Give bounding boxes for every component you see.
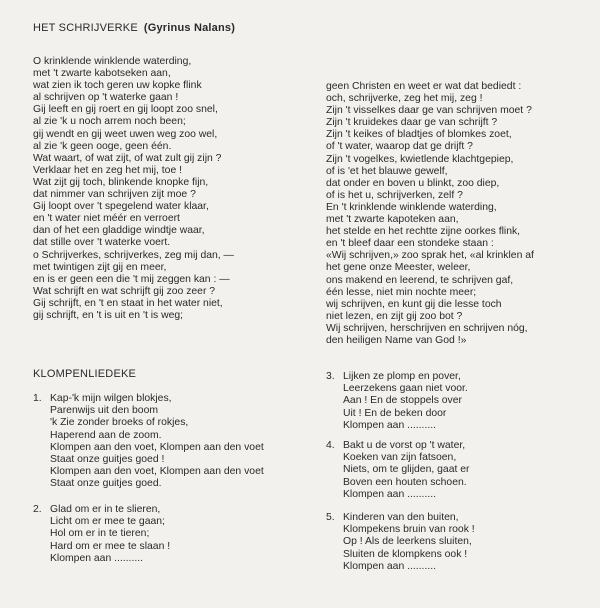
poem-title-main: HET SCHRIJVERKE <box>33 22 138 34</box>
poem-line: dat stille over 't waterke voert. <box>33 237 171 249</box>
stanza-line: Koeken van zijn fatsoen, <box>343 452 457 464</box>
stanza-lines <box>50 504 170 565</box>
stanza-line: Leerzekens gaan niet voor. <box>343 383 468 395</box>
poem-line: ons makend en leerend, te schrijven gaf, <box>326 274 514 286</box>
stanza-line: Klompen aan .......... <box>50 552 143 564</box>
stanza-line: Licht om er mee te gaan; <box>50 516 165 528</box>
stanza-lines <box>343 371 468 432</box>
poem-line: o Schrijverkes, schrijverkes, zeg mij dan, — <box>33 249 234 261</box>
poem-line: één lesse, niet min nochte meer; <box>326 286 477 298</box>
stanza-line: Staat onze guitjes goed. <box>50 478 162 490</box>
stanza-line: Haperend aan de zoom. <box>50 429 162 441</box>
poem-line: Gij schrijft, en 't en staat in het water niet, <box>33 297 223 309</box>
poem-line: met 't zwarte kapoteken aan, <box>326 214 459 226</box>
poem-line: dat nimmer van schrijven zijt moe ? <box>33 189 196 201</box>
stanza-number: 2. <box>33 504 42 515</box>
poem-line: en 't water niet méér en verroert <box>33 213 180 225</box>
stanza-lines <box>343 440 469 501</box>
poem-line: dan of het een gladdige windtje waar, <box>33 225 205 237</box>
stanza-line: Op ! Als de leerkens sluiten, <box>343 536 472 548</box>
poem-line: met twintigen zijt gij en meer, <box>33 261 167 273</box>
stanza-line: Klompen aan .......... <box>343 419 436 431</box>
stanza-line: Klompen aan .......... <box>343 560 436 572</box>
poem-line: den heiligen Name van God !» <box>326 334 467 346</box>
stanza-line: Niets, om te glijden, gaat er <box>343 464 470 476</box>
poem-title <box>33 22 235 34</box>
stanza-lines <box>343 512 475 573</box>
poem-line: of is 'et het blauwe gewelf, <box>326 165 448 177</box>
poem-right-column <box>326 81 591 347</box>
stanza-line: Aan ! En de stoppels over <box>343 395 462 407</box>
stanza-lines <box>50 393 264 491</box>
poem-line: al zie 'k geen ooge, geen één. <box>33 140 172 152</box>
stanza-line: Sluiten de klompkens ook ! <box>343 548 468 560</box>
poem-line: Verklaar het en zeg het mij, toe ! <box>33 164 183 176</box>
poem-line: Wat schrijft en wat schrijft gij zoo zeer ? <box>33 285 216 297</box>
poem-line: gij wendt en gij weet uwen weg zoo wel, <box>33 128 218 140</box>
stanza-line: Boven een houten schoen. <box>343 476 467 488</box>
poem-line: Wat zijt gij toch, blinkende knopke fijn, <box>33 176 209 188</box>
stanza-line: Glad om er in te slieren, <box>50 504 161 515</box>
stanza-line: Klompen aan .......... <box>343 488 436 500</box>
poem-line: en 't bleef daar een stondeke staan : <box>326 238 494 250</box>
stanza-line: Parenwijs uit den boom <box>50 405 159 417</box>
stanza-line: Kap-'k mijn wilgen blokjes, <box>50 393 172 404</box>
stanza-line: Klompekens bruin van rook ! <box>343 524 475 536</box>
stanza-number: 3. <box>326 371 335 382</box>
stanza-line: Hard om er mee te slaan ! <box>50 540 171 552</box>
stanza-line: 'k Zie zonder broeks of rokjes, <box>50 417 189 429</box>
poem-line: geen Christen en weet er wat dat bediedt : <box>326 81 522 92</box>
poem-line: wat zien ik toch geren uw kopke flink <box>33 80 202 92</box>
poem-left-column <box>33 56 298 322</box>
poem-author: (Gyrinus Nalans) <box>143 22 236 34</box>
poem-line: met 't zwarte kabotseken aan, <box>33 68 171 80</box>
poem-line: och, schrijverke, zeg het mij, zeg ! <box>326 93 483 105</box>
poem-line: Zijn 't kruidekes daar ge van schrijft ? <box>326 117 498 129</box>
stanza-line: Lijken ze plomp en pover, <box>343 371 461 382</box>
stanza-line: Kinderen van den buiten, <box>343 512 459 523</box>
stanza-number: 5. <box>326 512 335 523</box>
stanza-line: Hol om er in te tieren; <box>50 528 150 540</box>
poem-line: het gene onze Meester, weleer, <box>326 262 471 274</box>
poem-line: en is er geen een die 't mij zeggen kan : — <box>33 273 230 285</box>
poem-line: of is het u, schrijverken, zelf ? <box>326 189 463 201</box>
poem-line: Gij leeft en gij roert en gij loopt zoo snel, <box>33 104 218 116</box>
poem-line: Zijn 't visselkes daar ge van schrijven moet ? <box>326 105 532 117</box>
poem-line: En 't krinklende winklende waterding, <box>326 201 497 213</box>
section-title: KLOMPENLIEDEKE <box>33 368 137 380</box>
poem-line: O krinklende winklende waterding, <box>33 56 192 67</box>
poem-line: Wat waart, of wat zijt, of wat zult gij zijn ? <box>33 152 222 164</box>
poem-line: het stelde en het rechtte zijne oorkes flink, <box>326 226 521 238</box>
poem-line: Zijn 't keikes of bladtjes of blomkes zoet, <box>326 129 512 141</box>
stanza-line: Uit ! En de beken door <box>343 407 447 419</box>
poem-line: Wij schrijven, herschrijven en schrijven nóg, <box>326 322 528 334</box>
stanza-line: Staat onze guitjes goed ! <box>50 454 165 466</box>
poem-line: al schrijven op 't waterke gaan ! <box>33 92 179 104</box>
poem-line: «Wij schrijven,» zoo sprak het, «al krinklen af <box>326 250 534 262</box>
poem-line: Zijn 't vogelkes, kwietlende klachtgepiep, <box>326 153 514 165</box>
poem-line: al zie 'k u noch arrem noch been; <box>33 116 186 128</box>
poem-line: Gij loopt over 't spegelend water klaar, <box>33 201 209 213</box>
poem-line: niet lezen, en zijt gij zoo bot ? <box>326 310 463 322</box>
stanza-number: 1. <box>33 393 42 404</box>
stanza-number: 4. <box>326 440 335 451</box>
poem-line: wij schrijven, en kunt gij die lesse toch <box>326 298 502 310</box>
poem-line: of 't water, waarop dat ge drijft ? <box>326 141 473 153</box>
poem-line: dat onder en boven u blinkt, zoo diep, <box>326 177 500 189</box>
poem-line: gij schrijft, en 't is uit en 't is weg; <box>33 309 184 321</box>
stanza-line: Bakt u de vorst op 't water, <box>343 440 466 451</box>
stanza-line: Klompen aan den voet, Klompen aan den voet <box>50 466 264 478</box>
stanza-line: Klompen aan den voet, Klompen aan den voet <box>50 441 264 453</box>
